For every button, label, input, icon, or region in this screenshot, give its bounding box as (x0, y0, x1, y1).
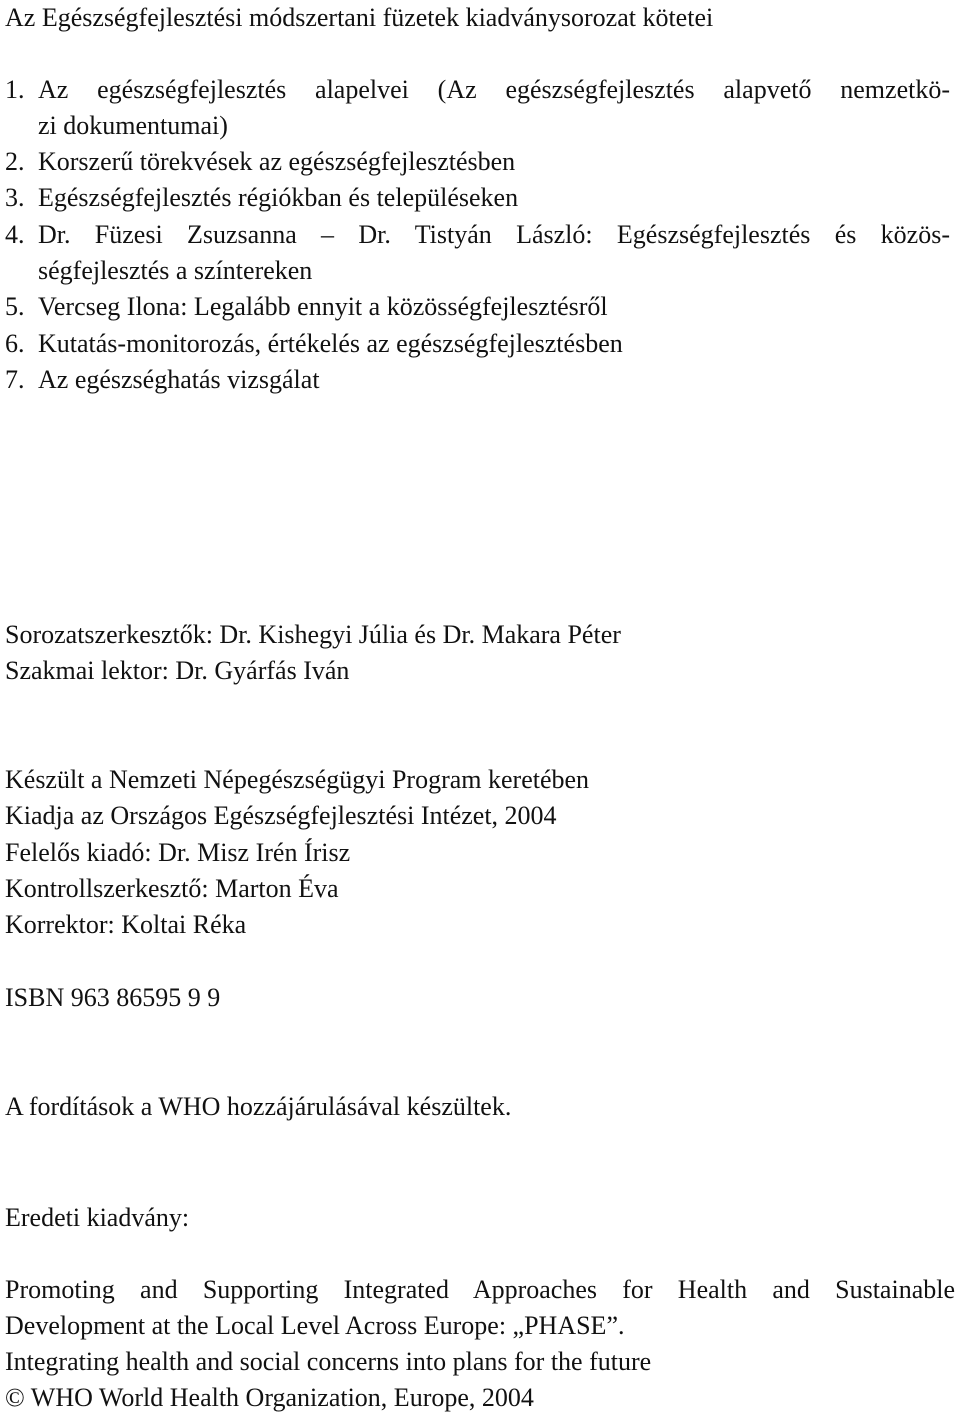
imprint-program: Készült a Nemzeti Népegészségügyi Program keretében (5, 765, 590, 794)
original-label: Eredeti kiadvány: (5, 1203, 190, 1232)
item-text: Az egészségfejlesztés alapelvei (Az egészségfejlesztés alapvető nemzetkö- (38, 75, 950, 104)
item-text-continued: zi dokumentumai) (38, 111, 228, 140)
item-text: Vercseg Ilona: Legalább ennyit a közösségfejlesztésről (38, 292, 608, 321)
item-number: 6. (5, 329, 25, 358)
item-number: 5. (5, 292, 25, 321)
list-item (5, 147, 515, 177)
imprint-proofreader: Korrektor: Koltai Réka (5, 910, 247, 939)
item-text-continued: ségfejlesztés a színtereken (38, 256, 313, 285)
item-number: 1. (5, 75, 25, 104)
item-text: Dr. Füzesi Zsuzsanna – Dr. Tistyán László: Egészségfejlesztés és közös- (38, 220, 950, 249)
item-text: Korszerű törekvések az egészségfejlesztésben (38, 147, 516, 176)
list-item (5, 292, 608, 322)
list-item (5, 183, 518, 213)
item-text: Az egészséghatás vizsgálat (38, 365, 320, 394)
item-number: 7. (5, 365, 25, 394)
list-item (5, 220, 950, 250)
item-number: 2. (5, 147, 25, 176)
original-title-line-2: Development at the Local Level Across Europe: „PHASE”. (5, 1311, 625, 1340)
series-title: Az Egészségfejlesztési módszertani füzetek kiadványsorozat kötetei (5, 3, 714, 32)
item-number: 4. (5, 220, 25, 249)
reviewer: Szakmai lektor: Dr. Gyárfás Iván (5, 656, 350, 685)
item-number: 3. (5, 183, 25, 212)
original-title-line-1: Promoting and Supporting Integrated Approaches for Health and Sustainable (5, 1275, 955, 1304)
original-subtitle: Integrating health and social concerns into plans for the future (5, 1347, 652, 1376)
list-item (5, 75, 950, 105)
imprint-publisher: Kiadja az Országos Egészségfejlesztési Intézet, 2004 (5, 801, 557, 830)
isbn: ISBN 963 86595 9 9 (5, 983, 221, 1012)
item-text: Egészségfejlesztés régiókban és településeken (38, 183, 519, 212)
list-item (5, 329, 623, 359)
series-editors: Sorozatszerkesztők: Dr. Kishegyi Júlia és Dr. Makara Péter (5, 620, 621, 649)
translation-note: A fordítások a WHO hozzájárulásával készültek. (5, 1092, 512, 1121)
item-text: Kutatás-monitorozás, értékelés az egészségfejlesztésben (38, 329, 623, 358)
list-item (5, 365, 320, 395)
imprint-responsible: Felelős kiadó: Dr. Misz Irén Írisz (5, 838, 351, 867)
imprint-controller: Kontrollszerkesztő: Marton Éva (5, 874, 339, 903)
copyright: © WHO World Health Organization, Europe, 2004 (5, 1383, 534, 1412)
